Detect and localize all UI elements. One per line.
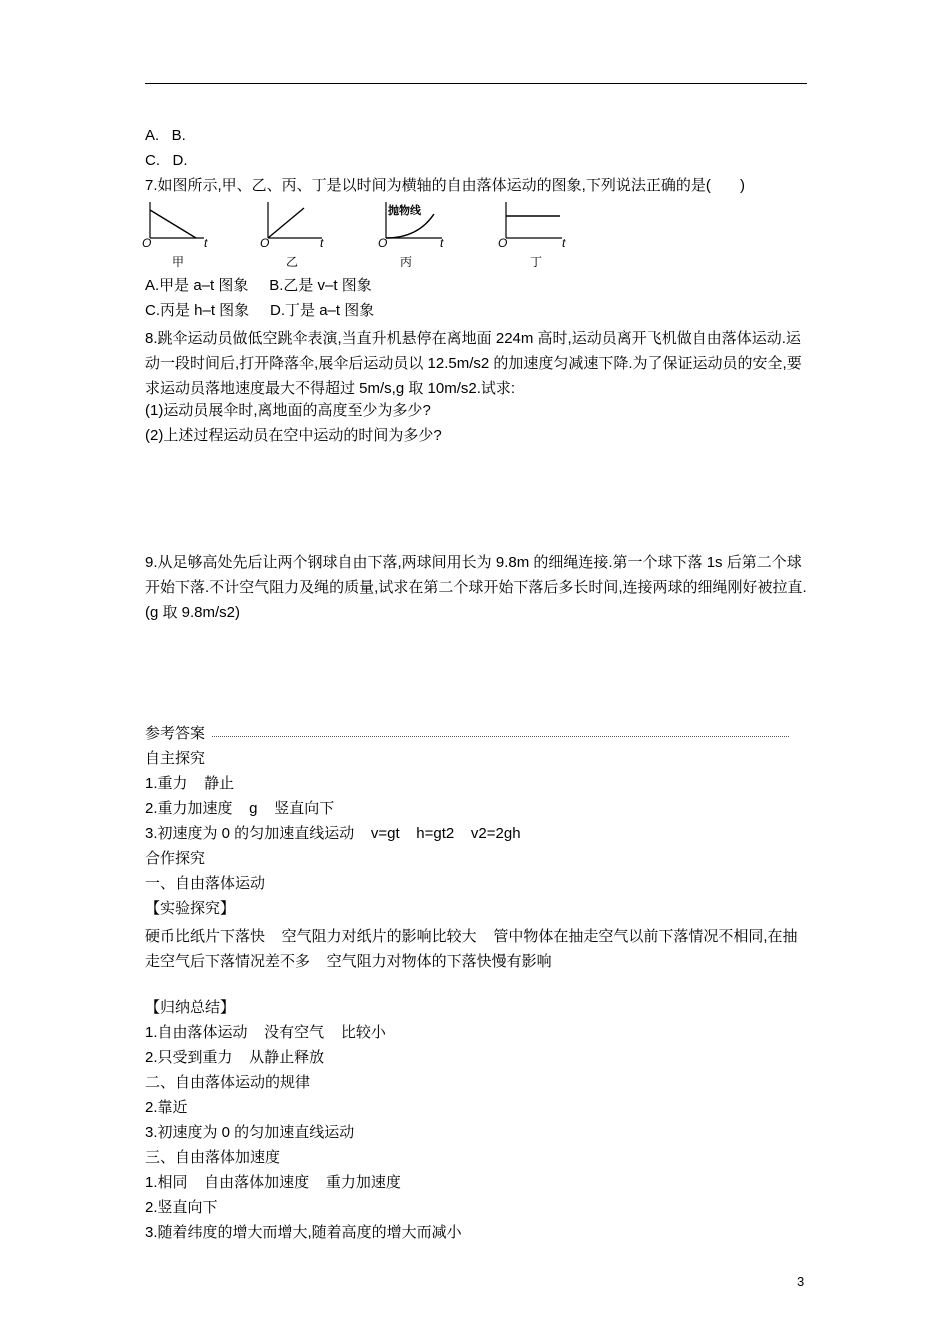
graph-ding-origin: O (498, 236, 508, 250)
q7-stem: 7.如图所示,甲、乙、丙、丁是以时间为横轴的自由落体运动的图象,下列说法正确的是( ) (145, 177, 746, 194)
q9-stem: 9.从足够高处先后让两个钢球自由下落,两球间用长为 9.8m 的细绳连接.第一个球下落 1s 后第二个球开始下落.不计空气阻力及绳的质量,试求在第二个球开始下落后多长时间,连接两球的细绳刚好被拉直.(g 取 9.8m/s2) (145, 554, 807, 621)
answer-line: 1.重力 静止 (145, 775, 235, 792)
q8-sub2: (2)上述过程运动员在空中运动的时间为多少? (145, 427, 442, 444)
graph-bing-origin: O (378, 236, 388, 250)
graph-yi-plot (258, 198, 348, 258)
q7-options-ab: A.甲是 a–t 图象 B.乙是 v–t 图象 (145, 277, 372, 294)
answer-line: 硬币比纸片下落快 空气阻力对纸片的影响比较大 管中物体在抽走空气以前下落情况不相同,在抽走空气后下落情况差不多 空气阻力对物体的下落快慢有影响 (145, 928, 798, 970)
graph-yi-caption: 乙 (285, 255, 298, 269)
answers-dotted-rule (212, 736, 789, 737)
graph-ding-axis: t (562, 236, 566, 250)
q8-stem: 8.跳伞运动员做低空跳伞表演,当直升机悬停在离地面 224m 高时,运动员离开飞机做自由落体运动.运动一段时间后,打开降落伞,展伞后运动员以 12.5m/s2 的加速度匀减速下降.为了保证运动员的安全,要求运动员落地速度最大不得超过 5m/s,g 取 10m/s2.试求: (145, 330, 802, 397)
graph-bing-caption: 丙 (399, 255, 412, 269)
graph-yi (258, 198, 348, 270)
options-cd: C. D. (145, 152, 188, 169)
answer-line: 二、自由落体运动的规律 (145, 1074, 311, 1091)
graph-ding-plot (496, 198, 586, 258)
answer-line: 1.相同 自由落体加速度 重力加速度 (145, 1174, 401, 1191)
answer-line: 2.重力加速度 g 竖直向下 (145, 800, 335, 817)
graph-bing-tag: 抛物线 (388, 205, 421, 217)
answer-line: 2.只受到重力 从静止释放 (145, 1049, 325, 1066)
answer-line: 自主探究 (145, 750, 206, 767)
answer-line: 2.靠近 (145, 1099, 188, 1116)
answer-line: 1.自由落体运动 没有空气 比较小 (145, 1024, 386, 1041)
graph-yi-origin: O (260, 236, 270, 250)
graph-ding (496, 198, 586, 270)
graph-bing-axis: t (440, 236, 444, 250)
answer-line: 【归纳总结】 (145, 999, 236, 1016)
answer-line: 【实验探究】 (145, 900, 236, 917)
graph-jia-caption: 甲 (171, 255, 184, 269)
graph-jia (140, 198, 230, 270)
graph-jia-plot (140, 198, 230, 258)
answers-heading: 参考答案 (145, 725, 206, 742)
answer-line: 三、自由落体加速度 (145, 1149, 281, 1166)
answer-line: 一、自由落体运动 (145, 875, 266, 892)
graph-bing (376, 198, 466, 270)
answer-line: 合作探究 (145, 850, 206, 867)
graph-jia-axis: t (204, 236, 208, 250)
answer-line: 3.随着纬度的增大而增大,随着高度的增大而减小 (145, 1224, 462, 1241)
options-ab: A. B. (145, 127, 186, 144)
graph-jia-origin: O (142, 236, 152, 250)
header-rule (145, 83, 807, 84)
q7-graphs (140, 198, 580, 270)
q8-sub1: (1)运动员展伞时,离地面的高度至少为多少? (145, 402, 431, 419)
q7-options-cd: C.丙是 h–t 图象 D.丁是 a–t 图象 (145, 302, 375, 319)
page-number: 3 (797, 1274, 805, 1289)
answer-line: 3.初速度为 0 的匀加速直线运动 (145, 1124, 355, 1141)
graph-ding-caption: 丁 (529, 255, 542, 269)
answer-line: 2.竖直向下 (145, 1199, 218, 1216)
graph-yi-axis: t (320, 236, 324, 250)
answer-line: 3.初速度为 0 的匀加速直线运动 v=gt h=gt2 v2=2gh (145, 825, 521, 842)
